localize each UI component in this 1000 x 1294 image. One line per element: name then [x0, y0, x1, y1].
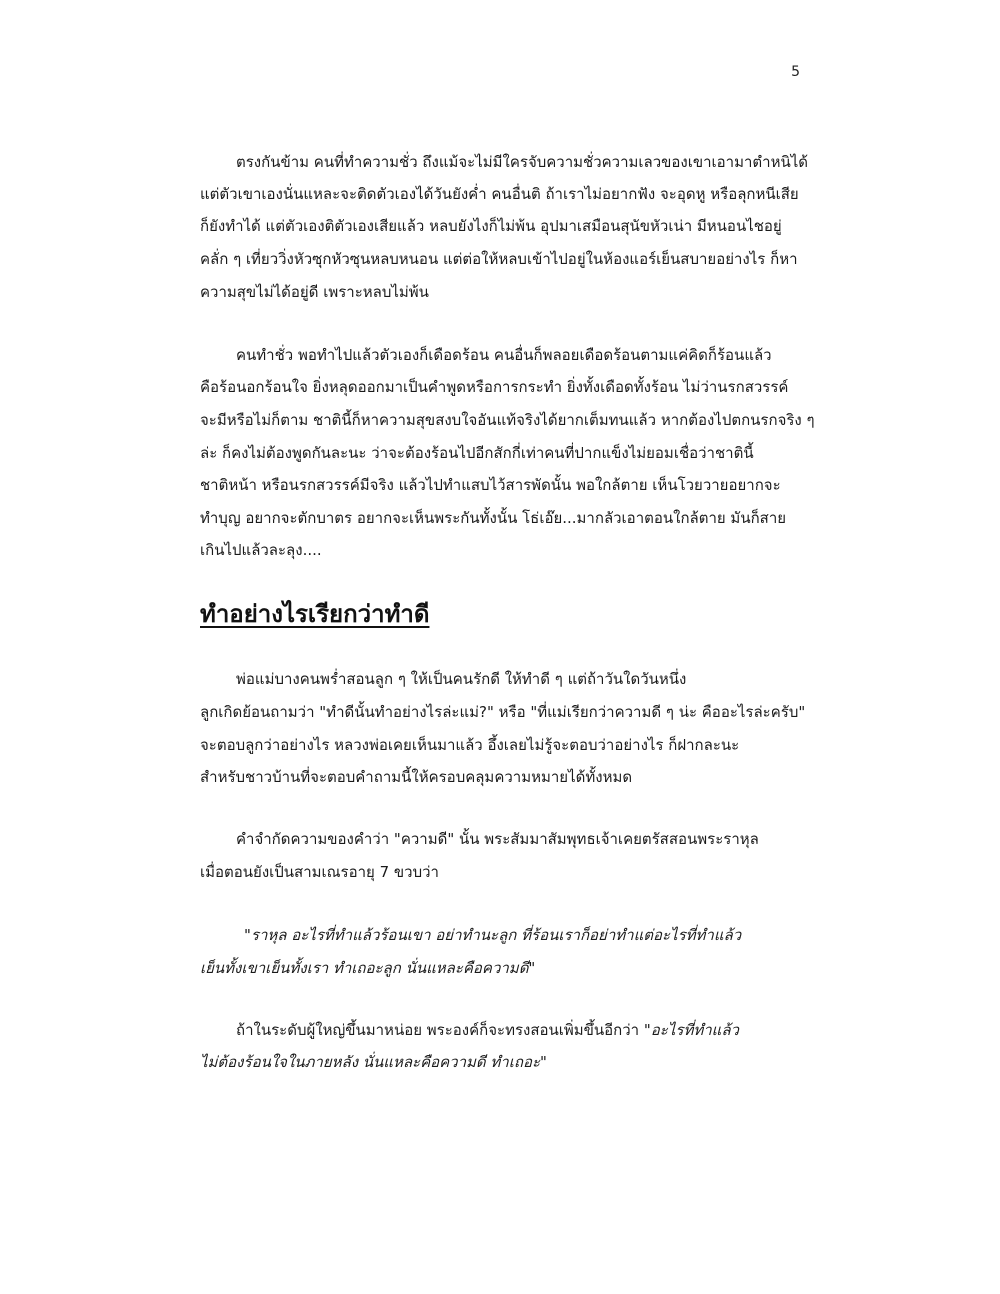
- paragraph-line: คำจำกัดความของคำว่า "ความดี" นั้น พระสัมมาสัมพุทธเจ้าเคยตรัสสอนพระราหุล: [236, 830, 759, 848]
- paragraph-line: ทำบุญ อยากจะตักบาตร อยากจะเห็นพระกันทั้งนั้น โธ่เอ๊ย...มากลัวเอาตอนใกล้ตาย มันก็สาย: [200, 509, 787, 527]
- paragraph-line: จะมีหรือไม่ก็ตาม ชาตินี้ก็หาความสุขสงบใจอันแท้จริงได้ยากเต็มทนแล้ว หากต้องไปตกนรกจริง ๆ: [200, 411, 815, 429]
- paragraph-line: คือร้อนอกร้อนใจ ยิ่งหลุดออกมาเป็นคำพูดหรือการกระทำ ยิ่งทั้งเดือดทั้งร้อน ไม่ว่านรกสวรรค์: [200, 378, 789, 396]
- section-heading: ทำอย่างไรเรียกว่าทำดี: [200, 600, 430, 628]
- paragraph-line: คลั่ก ๆ เที่ยววิ่งหัวซุกหัวซุนหลบหนอน แต่ต่อให้หลบเข้าไปอยู่ในห้องแอร์เย็นสบายอย่างไร ก็หา: [200, 250, 798, 268]
- page-number: 5: [791, 64, 800, 80]
- inline-quote: "อะไรที่ทำแล้ว: [643, 1021, 739, 1039]
- quote-line: เย็นทั้งเขาเย็นทั้งเรา ทำเถอะลูก นั่นแหละคือความดี": [200, 959, 536, 977]
- paragraph-line: จะตอบลูกว่าอย่างไร หลวงพ่อเคยเห็นมาแล้ว อึ้งเลยไม่รู้จะตอบว่าอย่างไร ก็ฝากละนะ: [200, 736, 740, 754]
- paragraph-text: ถ้าในระดับผู้ใหญ่ขึ้นมาหน่อย พระองค์ก็จะทรงสอนเพิ่มขึ้นอีกว่า: [236, 1021, 640, 1039]
- paragraph-line: [236, 1020, 739, 1040]
- paragraph-line: พ่อแม่บางคนพร่ำสอนลูก ๆ ให้เป็นคนรักดี ให้ทำดี ๆ แต่ถ้าวันใดวันหนึ่ง: [236, 670, 687, 688]
- paragraph-line: ก็ยังทำได้ แต่ตัวเองติตัวเองเสียแล้ว หลบยังไงก็ไม่พ้น อุปมาเสมือนสุนัขหัวเน่า มีหนอนไชอยู่: [200, 217, 782, 235]
- paragraph-line: คนทำชั่ว พอทำไปแล้วตัวเองก็เดือดร้อน คนอื่นก็พลอยเดือดร้อนตามแค่คิดก็ร้อนแล้ว: [236, 346, 772, 364]
- paragraph-line: เมื่อตอนยังเป็นสามเณรอายุ 7 ขวบว่า: [200, 863, 439, 881]
- paragraph-line: สำหรับชาวบ้านที่จะตอบคำถามนี้ให้ครอบคลุมความหมายได้ทั้งหมด: [200, 768, 633, 786]
- paragraph-line: เกินไปแล้วละลุง....: [200, 541, 322, 559]
- paragraph-line: ลูกเกิดย้อนถามว่า "ทำดีนั้นทำอย่างไรล่ะแม่?" หรือ "ที่แม่เรียกว่าความดี ๆ น่ะ คืออะไรล่ะครับ": [200, 703, 806, 721]
- quote-line: ไม่ต้องร้อนใจในภายหลัง นั่นแหละคือความดี ทำเถอะ": [200, 1053, 547, 1071]
- paragraph-line: ชาติหน้า หรือนรกสวรรค์มีจริง แล้วไปทำแสบไว้สารพัดนั้น พอใกล้ตาย เห็นโวยวายอยากจะ: [200, 476, 781, 494]
- quote-line: "ราหุล อะไรที่ทำแล้วร้อนเขา อย่าทำนะลูก ที่ร้อนเราก็อย่าทำแต่อะไรที่ทำแล้ว: [244, 926, 742, 944]
- paragraph-line: ล่ะ ก็คงไม่ต้องพูดกันละนะ ว่าจะต้องร้อนไปอีกสักกี่เท่าคนที่ปากแข็งไม่ยอมเชื่อว่าชาตินี้: [200, 444, 754, 462]
- paragraph-line: แต่ตัวเขาเองนั่นแหละจะติดตัวเองได้วันยังค่ำ คนอื่นติ ถ้าเราไม่อยากฟัง จะอุดหู หรือลุกหนีเสีย: [200, 185, 799, 203]
- paragraph-line: ตรงกันข้าม คนที่ทำความชั่ว ถึงแม้จะไม่มีใครจับความชั่วความเลวของเขาเอามาตำหนิได้: [236, 153, 808, 171]
- paragraph-line: ความสุขไม่ได้อยู่ดี เพราะหลบไม่พ้น: [200, 283, 429, 301]
